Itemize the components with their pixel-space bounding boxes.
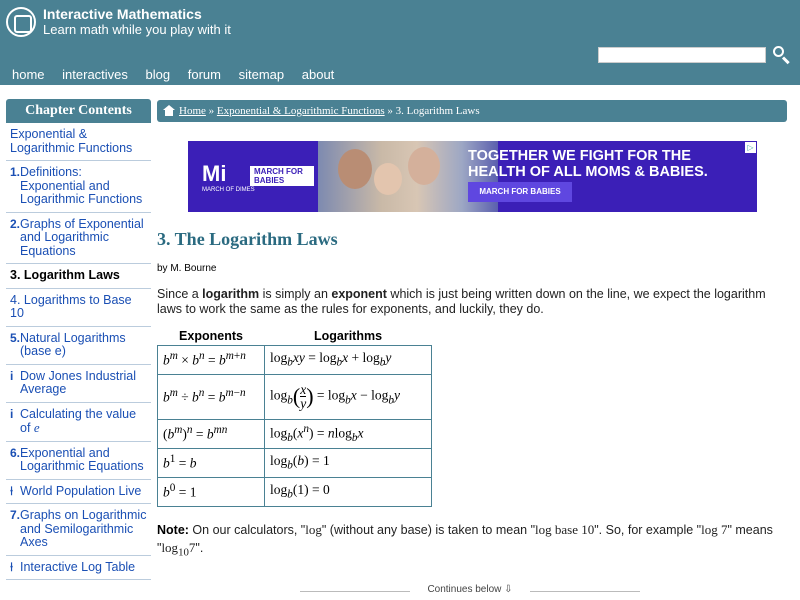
exponent-rule: $b^1 = b$ [158,448,265,477]
table-row [158,477,432,506]
nav-home[interactable]: home [12,67,45,82]
table-row [158,448,432,477]
march-for-babies-badge: MARCH FOR BABIES [250,166,314,186]
sidebar-item-base-10[interactable]: 4. Logarithms to Base 10 [6,289,151,327]
breadcrumb-home[interactable]: Home [179,105,206,117]
sidebar-item-log-table[interactable]: ⍿ Interactive Log Table [6,556,151,581]
interactive-i-icon: i [10,368,14,383]
log-rule: $\log_b(1) = 0$ [265,477,432,506]
search-icon[interactable] [771,44,793,66]
table-row [158,345,432,374]
byline: by M. Bourne [157,263,217,274]
home-icon[interactable] [163,105,174,116]
mouse-icon: ⍿ [10,559,14,574]
log-rule: $\log_b(b) = 1$ [265,448,432,477]
log-rule: $\log_bxy = \log_bx + \log_by$ [265,345,432,374]
site-header [0,0,800,85]
breadcrumb: Home » Exponential & Logarithmic Functions » 3. Logarithm Laws [157,100,787,122]
main-nav [12,67,348,82]
sidebar-item-natural-logarithms[interactable]: 5. Natural Logarithms (base e) [6,327,151,365]
col-header-logarithms: Logarithms [313,329,383,344]
site-tagline: Learn math while you play with it [43,22,231,37]
log-rule: $\log_b(\frac{x}{y}$ ) = $\log_bx - \log_by$ [265,374,432,419]
exponent-rule: $b^m \div b^n = b^{m-n}$ [158,374,265,419]
sidebar-item-graphs[interactable]: 2. Graphs of Exponential and Logarithmic Equations [6,213,151,265]
log-rule: $\log_b(x^n) = nlog_bx$ [265,419,432,448]
calculator-note: Note: On our calculators, "log" (without any base) is taken to mean "log base 10". So, for example "log 7" means "$\log_{10}7$". [157,522,773,559]
nav-about[interactable]: about [301,67,335,82]
exponent-rule: $b^m \times b^n = b^{m+n}$ [158,345,265,374]
search-input[interactable] [598,47,766,63]
sidebar-item-definitions[interactable]: 1. Definitions: Exponential and Logarithmic Functions [6,161,151,213]
adchoices-icon[interactable]: ▷ [745,142,756,153]
table-row [158,419,432,448]
chapter-contents-sidebar [6,99,151,580]
exponent-rule: $(b^m)^n = b^{mn}$ [158,419,265,448]
sidebar-item-dow-jones[interactable]: i Dow Jones Industrial Average [6,365,151,403]
breadcrumb-parent[interactable]: Exponential & Logarithmic Functions [216,105,385,117]
ad-headline: TOGETHER WE FIGHT FOR THE HEALTH OF ALL MOMS & BABIES. [468,148,708,180]
interactive-i-icon: i [10,406,14,421]
sidebar-item-world-population[interactable]: ⍿ World Population Live [6,480,151,505]
advertisement-banner[interactable]: Mi MARCH OF DIMES MARCH FOR BABIES TOGETHER WE FIGHT FOR THE HEALTH OF ALL MOMS & BABIES. MARCH FOR BABIES ▷ [188,141,757,212]
sidebar-item-logarithm-laws[interactable]: 3. Logarithm Laws [6,264,151,289]
logarithm-laws-table [157,328,432,507]
mouse-icon: ⍿ [10,483,14,498]
continues-below: Continues below ⇩ [300,584,640,595]
site-title[interactable]: Interactive Mathematics [43,6,202,22]
sidebar-item-overview[interactable]: Exponential & Logarithmic Functions [6,123,151,161]
sidebar-item-calculating-e[interactable]: i Calculating the value of e [6,403,151,442]
sidebar-item-exp-log-equations[interactable]: 6. Exponential and Logarithmic Equations [6,442,151,480]
breadcrumb-current: 3. Logarithm Laws [395,105,480,117]
table-row [158,374,432,419]
nav-blog[interactable]: blog [145,67,171,82]
exponent-rule: $b^0 = 1$ [158,477,265,506]
nav-sitemap[interactable]: sitemap [238,67,285,82]
nav-interactives[interactable]: interactives [62,67,128,82]
sidebar-item-log-axes[interactable]: 7. Graphs on Logarithmic and Semilogarithmic Axes [6,504,151,556]
site-logo-icon[interactable] [6,7,36,37]
ad-cta-button[interactable]: MARCH FOR BABIES [468,182,572,202]
page-title: 3. The Logarithm Laws [157,229,338,249]
intro-paragraph: Since a logarithm is simply an exponent which is just being written down on the line, we expect the logarithm laws to work the same as the rules for exponents, and luckily, they do. [157,287,766,316]
march-of-dimes-logo: Mi [202,161,227,186]
col-header-exponents: Exponents [179,329,243,344]
sidebar-heading: Chapter Contents [6,99,151,123]
nav-forum[interactable]: forum [187,67,221,82]
